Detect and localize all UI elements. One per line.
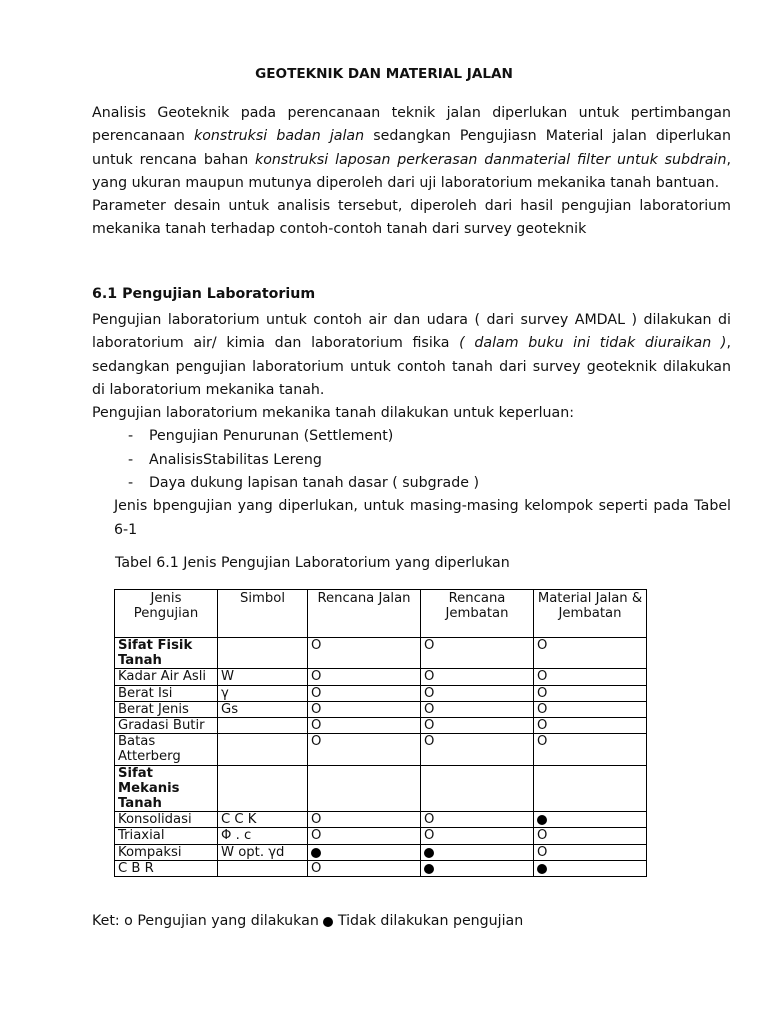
test-name-cell: C B R <box>115 860 218 876</box>
mark-cell: O <box>534 844 647 860</box>
table-row <box>115 669 647 685</box>
mark-cell: O <box>421 669 534 685</box>
mark-cell: O <box>308 812 421 828</box>
test-name-cell: Batas Atterberg <box>115 734 218 765</box>
header-cell: Rencana Jembatan <box>421 590 534 638</box>
header-cell: Material Jalan & Jembatan <box>534 590 647 638</box>
symbol-cell <box>218 638 308 669</box>
section-body <box>92 309 731 542</box>
table-legend <box>92 913 523 929</box>
mark-cell: O <box>308 860 421 876</box>
test-name-cell: Berat Isi <box>115 685 218 701</box>
mark-cell: O <box>308 718 421 734</box>
mark-cell: O <box>534 701 647 717</box>
table-caption: Tabel 6.1 Jenis Pengujian Laboratorium yang diperlukan <box>115 555 510 571</box>
symbol-cell <box>218 718 308 734</box>
table-row <box>115 701 647 717</box>
section-emphasis: ( dalam buku ini tidak diuraikan ) <box>459 335 727 352</box>
document-title: GEOTEKNIK DAN MATERIAL JALAN <box>255 66 513 82</box>
mark-cell <box>308 765 421 812</box>
section-paragraph-3: Jenis bpengujian yang diperlukan, untuk masing-masing kelompok seperti pada Tabel 6-1 <box>114 498 731 538</box>
mark-cell: O <box>421 828 534 844</box>
mark-cell <box>421 860 534 876</box>
intro-section <box>92 102 731 242</box>
mark-cell: O <box>534 685 647 701</box>
section-paragraph-1 <box>92 309 731 402</box>
table-row <box>115 765 647 812</box>
legend-text: Tidak dilakukan pengujian <box>333 913 524 929</box>
mark-cell: O <box>308 701 421 717</box>
section-heading: 6.1 Pengujian Laboratorium <box>92 286 316 302</box>
test-name-cell: Triaxial <box>115 828 218 844</box>
symbol-cell <box>218 734 308 765</box>
mark-cell <box>421 765 534 812</box>
symbol-cell: Φ . c <box>218 828 308 844</box>
table-row <box>115 812 647 828</box>
list-item: - Pengujian Penurunan (Settlement) <box>128 425 731 448</box>
header-cell: Rencana Jalan <box>308 590 421 638</box>
test-name-cell: Kompaksi <box>115 844 218 860</box>
mark-cell: O <box>308 638 421 669</box>
test-name-cell: Gradasi Butir <box>115 718 218 734</box>
filled-circle-icon <box>537 815 547 825</box>
intro-paragraph-1 <box>92 102 731 195</box>
symbol-cell: W <box>218 669 308 685</box>
test-name-cell: Sifat Mekanis Tanah <box>115 765 218 812</box>
table-row <box>115 828 647 844</box>
mark-cell: O <box>421 718 534 734</box>
test-name-cell: Sifat Fisik Tanah <box>115 638 218 669</box>
test-name-cell: Konsolidasi <box>115 812 218 828</box>
filled-circle-icon <box>323 917 333 927</box>
mark-cell: O <box>421 685 534 701</box>
list-item: - Daya dukung lapisan tanah dasar ( subgrade ) <box>128 472 731 495</box>
mark-cell <box>421 844 534 860</box>
table-row <box>115 718 647 734</box>
mark-cell <box>534 765 647 812</box>
intro-text: , yang ukuran maupun mutunya diperoleh dari uji laboratorium mekanika tanah bantuan. <box>92 151 731 191</box>
filled-circle-icon <box>537 864 547 874</box>
mark-cell: O <box>534 718 647 734</box>
mark-cell: O <box>308 828 421 844</box>
mark-cell: O <box>421 701 534 717</box>
table-row <box>115 638 647 669</box>
filled-circle-icon <box>311 848 321 858</box>
mark-cell: O <box>421 734 534 765</box>
legend-text: Ket: o Pengujian yang dilakukan <box>92 913 324 929</box>
mark-cell: O <box>534 828 647 844</box>
mark-cell: O <box>534 669 647 685</box>
mark-cell: O <box>534 638 647 669</box>
table-row <box>115 685 647 701</box>
test-name-cell: Berat Jenis <box>115 701 218 717</box>
intro-emphasis: konstruksi laposan perkerasan danmaterial filter untuk subdrain <box>255 151 727 168</box>
intro-text: sedangkan Pengujiasn Material jalan diperlukan untuk rencana bahan <box>92 128 731 168</box>
table-row <box>115 734 647 765</box>
section-text: , sedangkan pengujian laboratorium untuk contoh tanah dari survey geoteknik dilakukan di laboratorium mekanika tanah. <box>92 335 731 398</box>
mark-cell: O <box>421 812 534 828</box>
intro-emphasis: konstruksi badan jalan <box>193 128 365 145</box>
symbol-cell <box>218 860 308 876</box>
symbol-cell: W opt. γd <box>218 844 308 860</box>
mark-cell <box>308 844 421 860</box>
section-text: Pengujian laboratorium untuk contoh air dan udara ( dari survey AMDAL ) dilakukan di laboratorium air/ kimia dan laboratorium fisika <box>92 312 731 352</box>
section-paragraph-2: Pengujian laboratorium mekanika tanah dilakukan untuk keperluan: <box>92 405 574 422</box>
table-body <box>115 638 647 877</box>
filled-circle-icon <box>424 848 434 858</box>
header-cell: Jenis Pengujian <box>115 590 218 638</box>
requirements-list <box>92 425 731 495</box>
mark-cell: O <box>534 734 647 765</box>
mark-cell <box>534 812 647 828</box>
mark-cell: O <box>308 734 421 765</box>
symbol-cell <box>218 765 308 812</box>
mark-cell: O <box>308 669 421 685</box>
symbol-cell: Gs <box>218 701 308 717</box>
intro-paragraph-2: Parameter desain untuk analisis tersebut, diperoleh dari hasil pengujian laboratorium mekanika tanah terhadap contoh-contoh tanah dari survey geoteknik <box>92 198 731 238</box>
intro-text: Analisis Geoteknik pada perencanaan teknik jalan diperlukan untuk pertimbangan perencanaan <box>92 105 731 145</box>
table-row <box>115 860 647 876</box>
list-item: - AnalisisStabilitas Lereng <box>128 449 731 472</box>
symbol-cell: C C K <box>218 812 308 828</box>
mark-cell: O <box>421 638 534 669</box>
mark-cell <box>534 860 647 876</box>
test-name-cell: Kadar Air Asli <box>115 669 218 685</box>
table-header-row <box>115 590 647 638</box>
lab-test-table <box>114 589 647 877</box>
symbol-cell: γ <box>218 685 308 701</box>
mark-cell: O <box>308 685 421 701</box>
header-cell: Simbol <box>218 590 308 638</box>
filled-circle-icon <box>424 864 434 874</box>
table-row <box>115 844 647 860</box>
